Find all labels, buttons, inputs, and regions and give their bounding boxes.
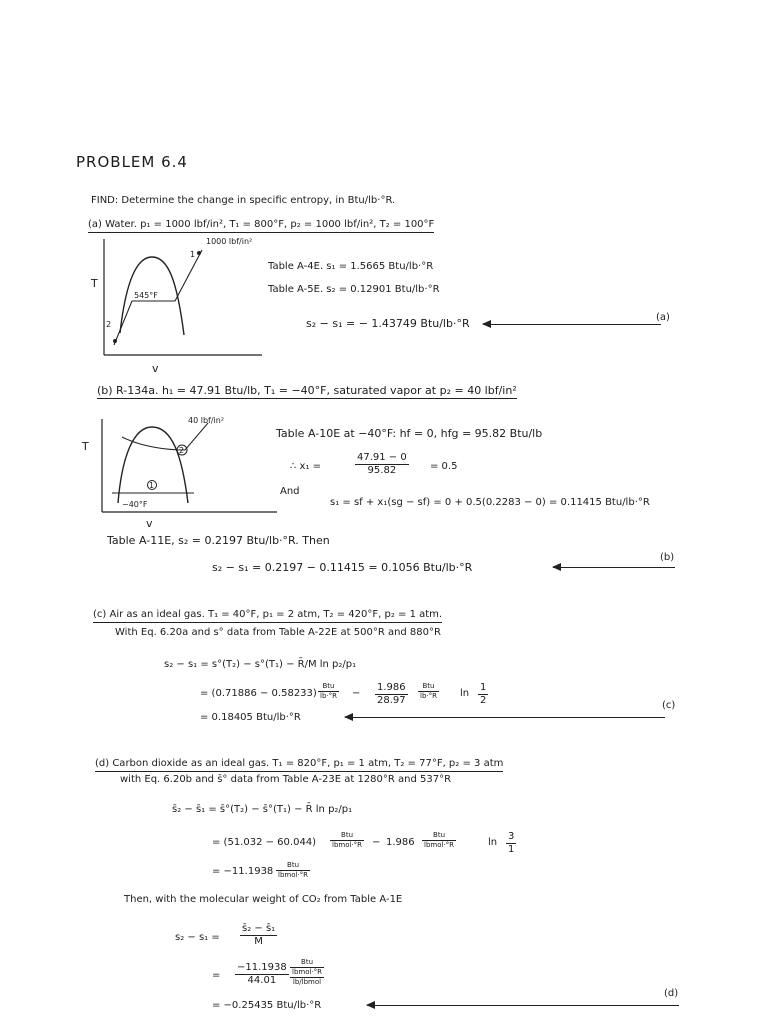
temp-label: −40°F bbox=[122, 500, 148, 509]
part-d-unit3 bbox=[276, 861, 310, 880]
part-c-result: = 0.18405 Btu/lb·°R bbox=[200, 712, 301, 723]
part-d-eq-source: with Eq. 6.20b and s̄° data from Table A-23E at 1280°R and 537°R bbox=[120, 774, 452, 785]
tsat-label: 545°F bbox=[134, 291, 158, 300]
part-d-eq5-lhs: = bbox=[212, 970, 221, 981]
axis-t-label: T bbox=[91, 277, 98, 290]
part-a-table-a5e: Table A-5E. s₂ = 0.12901 Btu/lb·°R bbox=[268, 284, 440, 295]
part-b-arrow bbox=[553, 567, 675, 568]
part-b-statement: (b) R-134a. h₁ = 47.91 Btu/lb, T₁ = −40°F, saturated vapor at p₂ = 40 lbf/in² bbox=[97, 384, 517, 397]
part-b-x1-lhs: ∴ x₁ = bbox=[290, 461, 322, 472]
part-b-result: s₂ − s₁ = 0.2197 − 0.11415 = 0.1056 Btu/lb·°R bbox=[212, 561, 473, 574]
part-c-tag: (c) bbox=[662, 700, 676, 711]
axis-t-label: T bbox=[82, 440, 89, 453]
eq5-num: −11.1938 bbox=[237, 962, 287, 973]
part-c-fraction bbox=[375, 682, 408, 707]
part-c-ln-fraction bbox=[478, 682, 488, 707]
eq5-den: 44.01 bbox=[247, 975, 277, 986]
part-a-arrow bbox=[483, 324, 661, 325]
part-d-eq2a: = (51.032 − 60.044) bbox=[212, 837, 317, 848]
part-b-x1-fraction bbox=[355, 452, 409, 477]
ln-num: 3 bbox=[508, 831, 515, 842]
isobar-label: 1000 lbf/in² bbox=[206, 237, 253, 246]
part-d-eq1: s̄₂ − s̄₁ = s̄°(T₂) − s̄°(T₁) − R̄ ln p₂/p₁ bbox=[172, 804, 353, 815]
part-d-tag: (d) bbox=[664, 988, 679, 999]
part-d-unit1 bbox=[330, 831, 364, 850]
unit1-num: Btu bbox=[330, 831, 364, 841]
part-a-table-a4e: Table A-4E. s₁ = 1.5665 Btu/lb·°R bbox=[268, 261, 434, 272]
state-1-label: 1 bbox=[149, 481, 155, 490]
part-d-then: Then, with the molecular weight of CO₂ from Table A-1E bbox=[124, 894, 403, 905]
ln-den: 2 bbox=[480, 695, 487, 706]
state-1-label: 1 bbox=[190, 250, 196, 259]
part-c-eq1: s₂ − s₁ = s°(T₂) − s°(T₁) − R̄/M ln p₂/p₁ bbox=[164, 659, 357, 670]
ln-num: 1 bbox=[480, 682, 487, 693]
unit2-num: Btu bbox=[422, 831, 456, 841]
part-a-ts-diagram bbox=[91, 235, 267, 375]
frac-num: 1.986 bbox=[377, 682, 406, 693]
part-d-ln-fraction bbox=[506, 831, 516, 856]
unit3-den: lbmol·°R bbox=[278, 871, 309, 879]
eq4-den: M bbox=[254, 936, 263, 947]
part-b-tag: (b) bbox=[660, 552, 675, 563]
part-d-arrow bbox=[367, 1005, 679, 1006]
unit1-den: lb·°R bbox=[320, 692, 337, 700]
isobar-label: 40 lbf/in² bbox=[188, 416, 225, 425]
part-c-eq2a: = (0.71886 − 0.58233) bbox=[200, 688, 317, 699]
part-d-unit5 bbox=[290, 958, 324, 987]
part-c-unit2 bbox=[418, 682, 439, 701]
state-2-label: 2 bbox=[106, 320, 112, 329]
unit5-den: lb/lbmol bbox=[292, 978, 322, 986]
unit2-den: lbmol·°R bbox=[424, 841, 455, 849]
x1-numerator: 47.91 − 0 bbox=[357, 452, 407, 463]
part-b-table-a10e: Table A-10E at −40°F: hf = 0, hfg = 95.82 Btu/lb bbox=[276, 427, 543, 440]
unit3-num: Btu bbox=[276, 861, 310, 871]
part-c-unit1 bbox=[318, 682, 339, 701]
part-d-ln: ln bbox=[488, 837, 498, 848]
part-d-result: = −0.25435 Btu/lb·°R bbox=[212, 1000, 322, 1011]
part-c-arrow bbox=[345, 717, 665, 718]
part-a-statement: (a) Water. p₁ = 1000 lbf/in², T₁ = 800°F, p₂ = 1000 lbf/in², T₂ = 100°F bbox=[88, 219, 434, 233]
part-d-eq4-fraction bbox=[240, 923, 277, 948]
unit1-num: Btu bbox=[318, 682, 339, 692]
axis-v-label: v bbox=[146, 517, 153, 530]
state-2-label: 2 bbox=[179, 446, 185, 455]
part-c-minus: − bbox=[352, 688, 361, 699]
unit2-den: lb·°R bbox=[420, 692, 437, 700]
part-d-statement: (d) Carbon dioxide as an ideal gas. T₁ = 820°F, p₁ = 1 atm, T₂ = 77°F, p₂ = 3 atm bbox=[95, 758, 503, 772]
frac-den: 28.97 bbox=[377, 695, 406, 706]
part-d-eq4-lhs: s₂ − s₁ = bbox=[175, 932, 220, 943]
part-a-result: s₂ − s₁ = − 1.43749 Btu/lb·°R bbox=[306, 317, 470, 330]
part-b-x1-rhs: = 0.5 bbox=[430, 461, 458, 472]
part-c-ln: ln bbox=[460, 688, 470, 699]
unit5-mid: lbmol·°R bbox=[292, 968, 323, 976]
part-b-and: And bbox=[280, 486, 300, 497]
part-d-eq2c: 1.986 bbox=[386, 837, 415, 848]
ln-den: 1 bbox=[508, 844, 515, 855]
part-b-s1: s₁ = sf + x₁(sg − sf) = 0 + 0.5(0.2283 − 0) = 0.11415 Btu/lb·°R bbox=[330, 497, 650, 508]
part-b-table-a11e: Table A-11E, s₂ = 0.2197 Btu/lb·°R. Then bbox=[107, 534, 330, 547]
part-c-eq-source: With Eq. 6.20a and s° data from Table A-22E at 500°R and 880°R bbox=[115, 627, 441, 638]
unit1-den: lbmol·°R bbox=[332, 841, 363, 849]
part-d-minus: − bbox=[372, 837, 381, 848]
unit2-num: Btu bbox=[418, 682, 439, 692]
find-statement: FIND: Determine the change in specific entropy, in Btu/lb·°R. bbox=[91, 195, 396, 206]
unit5-num: Btu bbox=[290, 958, 324, 968]
eq4-num: s̄₂ − s̄₁ bbox=[242, 923, 276, 934]
x1-denominator: 95.82 bbox=[367, 465, 397, 476]
part-c-statement: (c) Air as an ideal gas. T₁ = 40°F, p₁ = 2 atm, T₂ = 420°F, p₂ = 1 atm. bbox=[93, 609, 442, 623]
part-a-tag: (a) bbox=[656, 312, 670, 323]
page-title: PROBLEM 6.4 bbox=[76, 153, 188, 171]
axis-v-label: v bbox=[152, 362, 159, 375]
part-d-eq5-fraction bbox=[235, 962, 289, 987]
part-d-eq3: = −11.1938 bbox=[212, 866, 274, 877]
part-d-unit2 bbox=[422, 831, 456, 850]
part-b-ts-diagram bbox=[82, 415, 282, 530]
